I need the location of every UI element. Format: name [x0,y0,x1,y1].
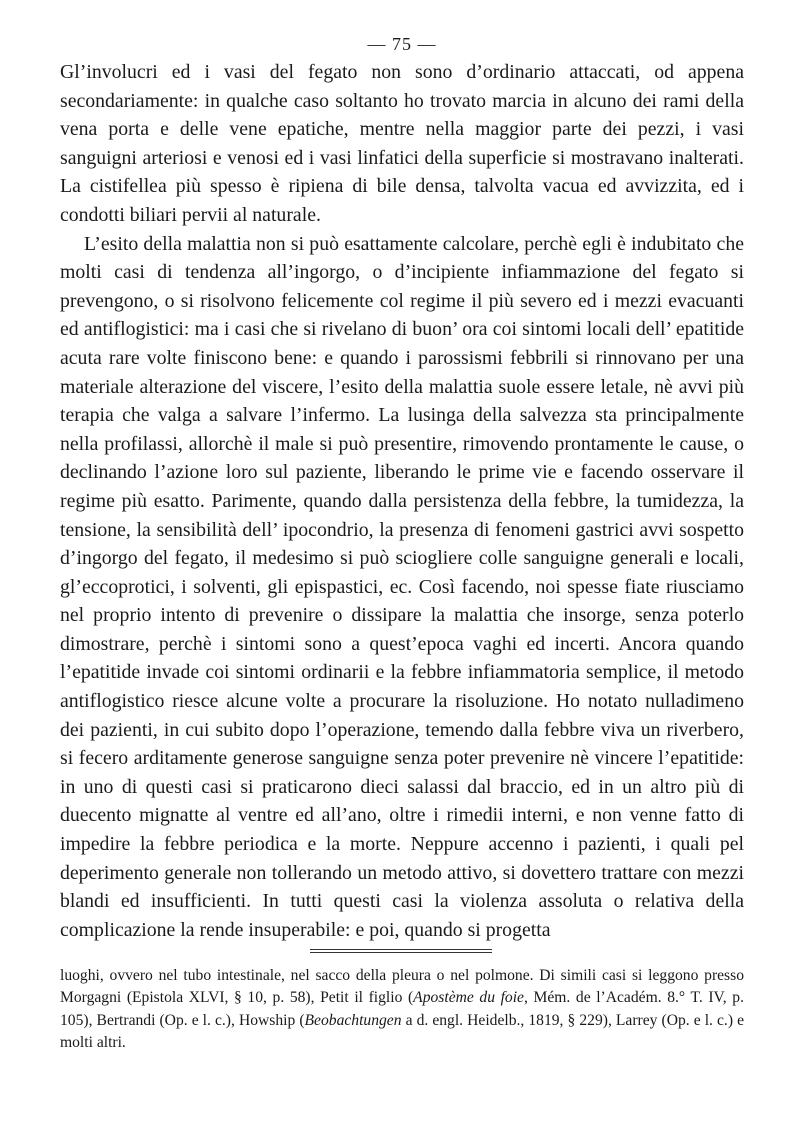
main-text [60,58,744,944]
footnote-separator [310,949,492,950]
footnote-title: Apostème du foie [413,989,524,1007]
book-page [60,0,744,1123]
footnote-title: Beobachtungen [304,1011,402,1029]
footnote-text: a d. engl. Heidelb., 1819, § 229), Larrey (Op. e l. c.) e molti altri. [60,1011,744,1052]
footnote-text: luoghi, ovvero nel tubo intestinale, nel sacco della pleura o nel polmone. Di simili casi si leggono presso Morgagni (Epistola XLVI, § 10, p. 58), Petit il figlio ( [60,967,744,1007]
footnote [60,965,744,1055]
page-number: — 75 — [367,34,437,54]
paragraph: Gl’involucri ed i vasi del fegato non sono d’ordinario attaccati, od appena secondariamente: in qualche caso soltanto ho trovato marcia in alcuno dei rami della vena porta e delle vene epatiche, mentre nella maggior parte dei pezzi, i vasi sanguigni arteriosi e venosi ed i vasi linfatici della superficie si mostravano inalterati. La cistifellea più spesso è ripiena di bile densa, talvolta vacua ed avvizzita, ed i condotti biliari pervii al naturale. [60,61,744,226]
paragraph: L’esito della malattia non si può esattamente calcolare, perchè egli è indubitato che molti casi di tendenza all’ingorgo, o d’incipiente infiammazione del fegato si prevengono, o si risolvono felicemente col regime il più severo ed i mezzi evacuanti ed antiflogistici: ma i casi che si rivelano di buon’ ora coi sintomi locali dell’ epatitide acuta rare volte finiscono bene: e quando i parossismi febbrili si rinnovano per una materiale alterazione del viscere, l’esito della malattia suole essere letale, nè avvi più terapia che valga a salvare l’infermo. La lusinga della salvezza sta principalmente nella profilassi, allorchè il male si può presentire, rimovendo prontamente le cause, o declinando l’azione loro sul paziente, liberando le prime vie e facendo osservare il regime più esatto. Parimente, quando dalla persistenza della febbre, la tumidezza, la tensione, la sensibilità dell’ ipocondrio, la presenza di fenomeni gastrici avvi sospetto d’ingorgo del fegato, il medesimo si può sciogliere colle sanguigne generali e locali, gl’eccoprotici, i solventi, gli epispastici, ec. Così facendo, noi spesse fiate riusciamo nel proprio intento di prevenire o dissipare la malattia che insorge, senza poterlo dimostrare, perchè i sintomi sono a quest’epoca vaghi ed incerti. Ancora quando l’epatitide invade coi sintomi ordinarii e la febbre infiammatoria semplice, il metodo antiflogistico riesce alcune volte a procurare la risoluzione. Ho notato nulladimeno dei pazienti, in cui subito dopo l’operazione, temendo dalla febbre viva un riverbero, si fecero arditamente generose sanguigne senza poter prevenire nè vincere l’epatitide: in uno di questi casi si praticarono dieci salassi dal braccio, ed in un altro più di duecento mignatte al ventre ed all’ano, oltre i rimedii interni, e non venne fatto di impedire la febbre periodica e la morte. Neppure accenno i pazienti, i quali pel deperimento generale non tollerando un metodo attivo, si dovettero trattare con mezzi blandi ed insufficienti. In tutti questi casi la violenza assoluta o relativa della complicazione la rende insuperabile: e poi, quando si progetta [60,232,744,941]
footnote-text: , Mém. de l’Académ. 8.° T. IV, p. 105), Bertrandi (Op. e l. c.), Howship ( [60,989,744,1029]
